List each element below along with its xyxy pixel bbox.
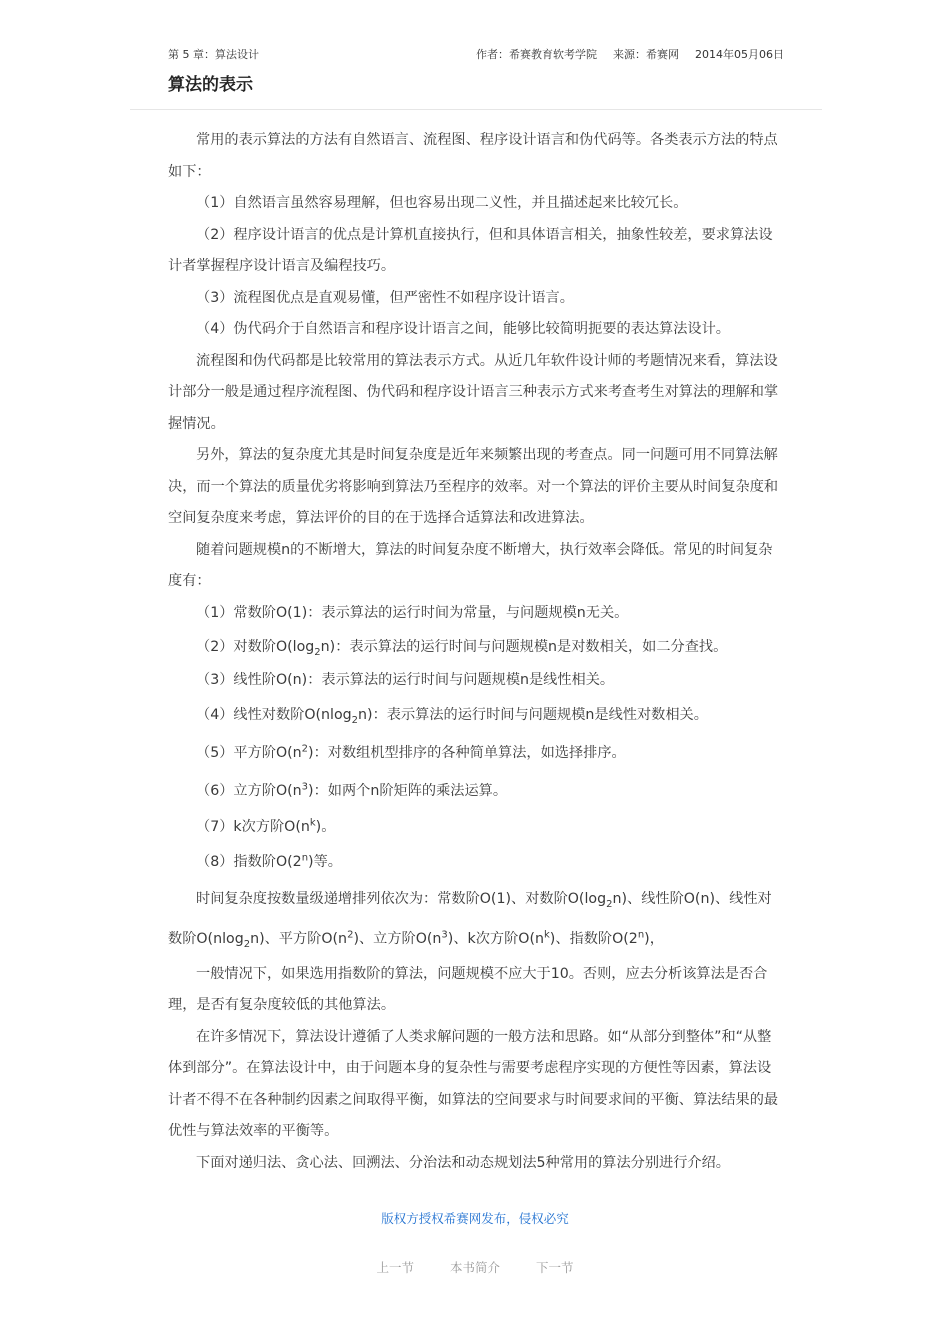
prev-section-link[interactable]: 上一节 bbox=[376, 1260, 414, 1275]
date-label: 2014年05月06日 bbox=[695, 48, 784, 61]
paragraph: （3）流程图优点是直观易懂，但严密性不如程序设计语言。 bbox=[196, 289, 574, 306]
paragraph: 一般情况下，如果选用指数阶的算法，问题规模不应大于10。否则，应去分析该算法是否合理，是否有复杂度较低的其他算法。 bbox=[168, 965, 768, 1013]
paragraph: 流程图和伪代码都是比较常用的算法表示方式。从近几年软件设计师的考题情况来看，算法设计部分一般是通过程序流程图、伪代码和程序设计语言三种表示方式来考查考生对算法的理解和掌握情况。 bbox=[168, 352, 779, 432]
paragraph: （4）伪代码介于自然语言和程序设计语言之间，能够比较简明扼要的表达算法设计。 bbox=[196, 321, 730, 337]
article-meta bbox=[460, 46, 784, 62]
chapter-navigation bbox=[0, 1258, 950, 1276]
page-title: 算法的表示 bbox=[168, 75, 253, 95]
paragraph: （2）程序设计语言的优点是计算机直接执行，但和具体语言相关，抽象性较差，要求算法设计者掌握程序设计语言及编程技巧。 bbox=[168, 226, 773, 274]
source-label: 来源：希赛网 bbox=[613, 48, 679, 61]
complexity-item: （2）对数阶$O(\log_2n)$：表示算法的运行时间与问题规模n是对数相关，如二分查找。 bbox=[196, 639, 728, 658]
complexity-item: （1）常数阶O(1)：表示算法的运行时间为常量，与问题规模n无关。 bbox=[196, 604, 629, 621]
paragraph: 常用的表示算法的方法有自然语言、流程图、程序设计语言和伪代码等。各类表示方法的特点如下： bbox=[168, 132, 778, 180]
complexity-order: 时间复杂度按数量级递增排列依次为：常数阶O(1)、对数阶$O(\log_2n)$、线性阶O(n)、线性对数阶O(nlog$_2$n)、平方阶$O(n^2)$、立方阶$O(n^3)$、k次方阶$O(n^k)$、指数阶O(2$^n$)， bbox=[168, 890, 772, 950]
next-section-link[interactable]: 下一节 bbox=[535, 1260, 574, 1275]
complexity-item: （4）线性对数阶O(nlog$_2$n)：表示算法的运行时间与问题规模n是线性对数相关。 bbox=[196, 706, 708, 726]
complexity-item: （5）平方阶$O(n^2)$：对数组机型排序的各种简单算法，如选择排序。 bbox=[196, 742, 626, 761]
article-body bbox=[168, 125, 784, 1179]
complexity-item: （8）指数阶O(2$^n$)等。 bbox=[196, 851, 342, 870]
paragraph: 随着问题规模n的不断增大，算法的时间复杂度不断增大，执行效率会降低。常见的时间复杂度有： bbox=[168, 541, 773, 589]
paragraph: 下面对递归法、贪心法、回溯法、分治法和动态规划法5种常用的算法分别进行介绍。 bbox=[196, 1154, 730, 1171]
complexity-item: （6）立方阶$O(n^3)$：如两个n阶矩阵的乘法运算。 bbox=[196, 780, 508, 799]
author-label: 作者：希赛教育软考学院 bbox=[476, 48, 597, 61]
copyright-notice: 版权方授权希赛网发布，侵权必究 bbox=[381, 1211, 569, 1226]
paragraph: 在许多情况下，算法设计遵循了人类求解问题的一般方法和思路。如“从部分到整体”和“从整体到部分”。在算法设计中，由于问题本身的复杂性与需要考虑程序实现的方便性等因素，算法设计者不得不在各种制约因素之间取得平衡，如算法的空间要求与时间要求间的平衡、算法结果的最优性与算法效率的平衡等。 bbox=[168, 1028, 779, 1139]
paragraph: （1）自然语言虽然容易理解，但也容易出现二义性，并且描述起来比较冗长。 bbox=[196, 195, 688, 211]
complexity-item: （7）k次方阶$O(n^k)$。 bbox=[196, 816, 336, 835]
paragraph: 另外，算法的复杂度尤其是时间复杂度是近年来频繁出现的考查点。同一问题可用不同算法解决，而一个算法的质量优劣将影响到算法乃至程序的效率。对一个算法的评价主要从时间复杂度和空间复杂度来考虑，算法评价的目的在于选择合适算法和改进算法。 bbox=[168, 447, 779, 526]
book-intro-link[interactable]: 本书简介 bbox=[449, 1260, 500, 1275]
chapter-label: 第 5 章：算法设计 bbox=[168, 48, 259, 61]
complexity-item: （3）线性阶O(n)：表示算法的运行时间与问题规模n是线性相关。 bbox=[196, 672, 615, 688]
header-divider bbox=[130, 109, 822, 110]
